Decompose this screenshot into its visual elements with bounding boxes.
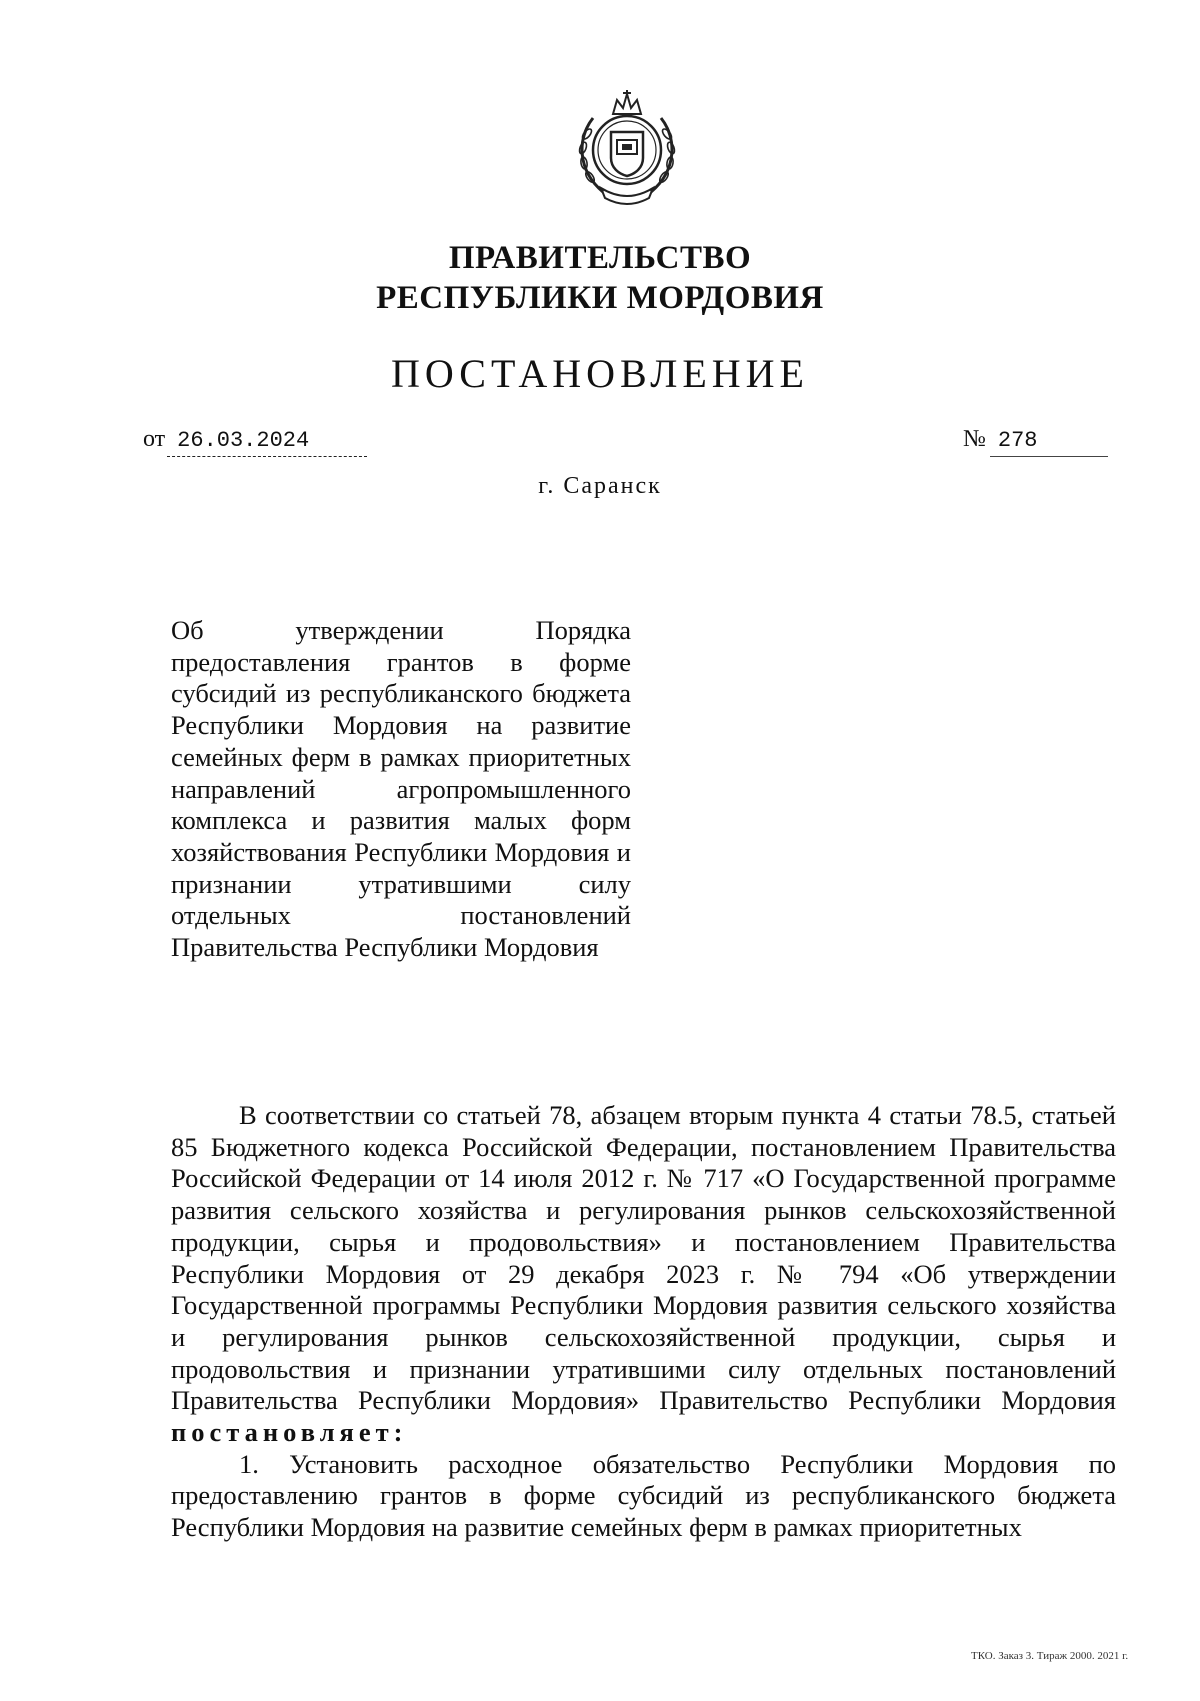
government-title-line1: ПРАВИТЕЛЬСТВО	[448, 240, 752, 276]
city: г. Саранск	[538, 473, 662, 499]
government-title-line2: РЕСПУБЛИКИ МОРДОВИЯ	[376, 280, 824, 316]
body-paragraph-2: 1. Установить расходное обязательство Республики Мордовия по предоставлению грантов в форме субсидий из республиканского бюджета Республики Мордовия на развитие семейных ферм в рамках приоритетных	[171, 1448, 1116, 1543]
print-info: ТКО. Заказ 3. Тираж 2000. 2021 г.	[971, 1650, 1129, 1662]
coat-of-arms-icon	[573, 88, 681, 206]
document-type: ПОСТАНОВЛЕНИЕ	[391, 351, 809, 396]
document-number	[963, 424, 1108, 457]
body-paragraph-1	[171, 1100, 1116, 1449]
date-prefix: от	[143, 426, 166, 452]
date-value: 26.03.2024	[167, 426, 367, 457]
number-prefix: №	[963, 426, 986, 452]
document-body	[171, 1100, 1116, 1544]
decree-keyword: постановляет:	[171, 1417, 408, 1448]
document-subject: Об утверждении Порядка предоставления грантов в форме субсидий из республиканского бюджета Республики Мордовия на развитие семейных ферм в рамках приоритетных направлений агропромышленного комплекса и развития малых форм хозяйствования Республики Мордовия и признании утратившими силу отдельных постановлений Правительства Республики Мордовия	[171, 615, 631, 963]
number-value: 278	[990, 426, 1108, 457]
document-date	[143, 424, 367, 457]
paragraph-1-text: В соответствии со статьей 78, абзацем вторым пункта 4 статьи 78.5, статьей 85 Бюджетного кодекса Российской Федерации, постановлением Правительства Российской Федерации от 14 июля 2012 г. № 717 «О Государственной программе развития сельского хозяйства и регулирования рынков сельскохозяйственной продукции, сырья и продовольствия» и постановлением Правительства Республики Мордовия от 29 декабря 2023 г. № 794 «Об утверждении Государственной программы Республики Мордовия развития сельского хозяйства и регулирования рынков сельскохозяйственной продукции, сырья и продовольствия и признании утратившими силу отдельных постановлений Правительства Республики Мордовия» Правительство Республики Мордовия	[171, 1100, 1116, 1416]
